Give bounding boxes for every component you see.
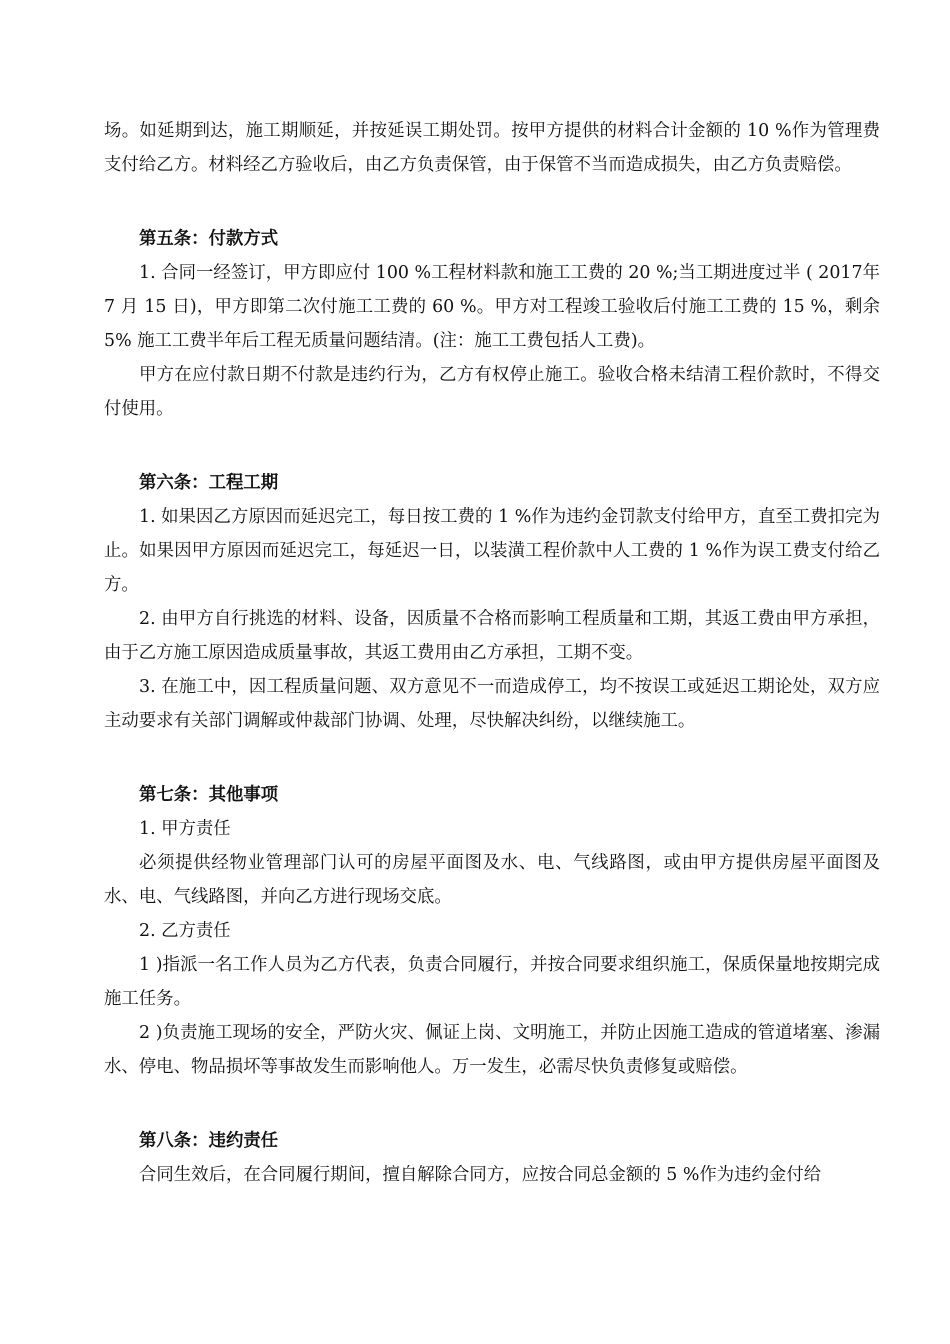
section-8-heading: 第八条：违约责任 <box>139 1131 279 1151</box>
section-6-clause-2: 2. 由甲方自行挑选的材料、设备，因质量不合格而影响工程质量和工期，其返工费由甲方承担，由于乙方施工原因造成质量事故，其返工费用由乙方承担，工期不变。 <box>104 609 880 663</box>
section-6-clause-1: 1. 如果因乙方原因而延迟完工，每日按工费的 1 %作为违约金罚款支付给甲方，直至工费扣完为止。如果因甲方原因而延迟完工，每延迟一日，以装潢工程价款中人工费的 1 %作为误工费支付给乙方。 <box>104 507 880 595</box>
section-6-clause-3: 3. 在施工中，因工程质量问题、双方意见不一而造成停工，均不按误工或延迟工期论处，双方应主动要求有关部门调解或仲裁部门协调、处理，尽快解决纠纷，以继续施工。 <box>104 677 880 731</box>
section-7-item-1-text: 必须提供经物业管理部门认可的房屋平面图及水、电、气线路图，或由甲方提供房屋平面图及水、电、气线路图，并向乙方进行现场交底。 <box>104 853 880 907</box>
section-7-heading: 第七条：其他事项 <box>139 785 279 805</box>
section-5-heading: 第五条：付款方式 <box>139 229 279 249</box>
section-7-item-1-title: 1. 甲方责任 <box>139 819 231 839</box>
section-5-paragraph-2: 甲方在应付款日期不付款是违约行为，乙方有权停止施工。验收合格未结清工程价款时，不得交付使用。 <box>104 365 880 419</box>
document-body <box>104 114 880 1192</box>
section-8-paragraph-1: 合同生效后，在合同履行期间，擅自解除合同方，应按合同总金额的 5 %作为违约金付给 <box>139 1165 822 1185</box>
section-7-item-2-title: 2. 乙方责任 <box>139 921 231 941</box>
section-6-heading: 第六条：工程工期 <box>139 473 279 493</box>
intro-paragraph: 场。如延期到达，施工期顺延，并按延误工期处罚。按甲方提供的材料合计金额的 10 %作为管理费支付给乙方。材料经乙方验收后，由乙方负责保管，由于保管不当而造成损失，由乙方负责赔偿。 <box>104 121 880 175</box>
section-7-item-2-sub-1: 1 )指派一名工作人员为乙方代表，负责合同履行，并按合同要求组织施工，保质保量地按期完成施工任务。 <box>104 955 880 1009</box>
section-7-item-2-sub-2: 2 )负责施工现场的安全，严防火灾、佩证上岗、文明施工，并防止因施工造成的管道堵塞、渗漏水、停电、物品损坏等事故发生而影响他人。万一发生，必需尽快负责修复或赔偿。 <box>104 1023 880 1077</box>
section-5-clause-1: 1. 合同一经签订，甲方即应付 100 %工程材料款和施工工费的 20 %;当工期进度过半 ( 2017年 7 月 15 日)，甲方即第二次付施工工费的 60 %。甲方对工程竣工验收后付施工工费的 15 %，剩余5% 施工工费半年后工程无质量问题结清。(注：施工工费包括人工费)。 <box>104 263 880 351</box>
